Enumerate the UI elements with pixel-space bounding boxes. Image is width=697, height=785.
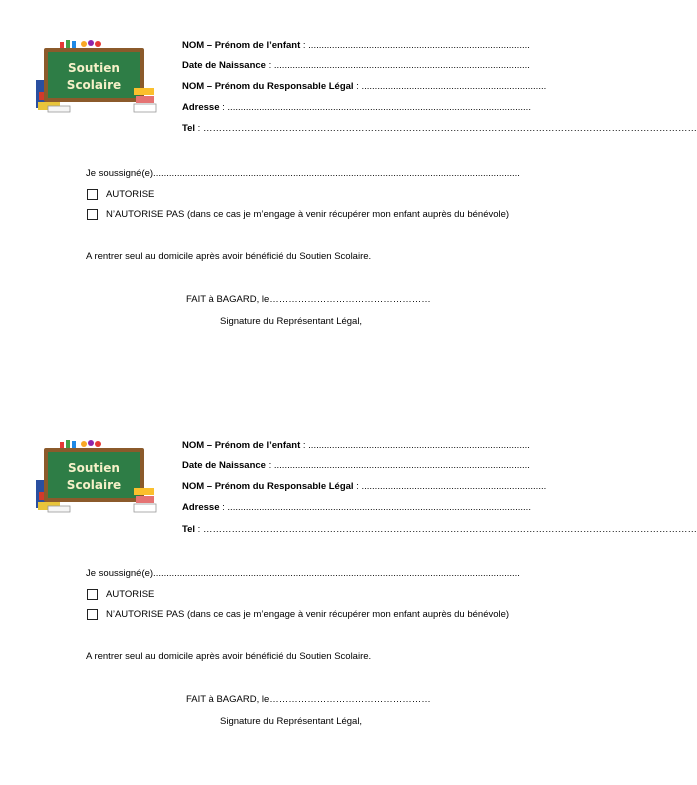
authorization-form-2 [0, 400, 697, 785]
field-phone[interactable]: Tel : ………………………………………………………………………………………………………………………………………… [182, 123, 697, 134]
checkbox-non-autorise[interactable] [87, 609, 98, 620]
option-autorise[interactable] [87, 589, 154, 600]
checkbox-autorise[interactable] [87, 189, 98, 200]
field-birth-date[interactable]: Date de Naissance : ................................................................................................. [182, 60, 530, 71]
field-birth-date[interactable]: Date de Naissance : ................................................................................................. [182, 460, 530, 471]
statement-text: A rentrer seul au domicile après avoir bénéficié du Soutien Scolaire. [86, 651, 372, 662]
logo-line1: Soutien [68, 461, 120, 475]
option-autorise[interactable] [87, 189, 154, 200]
fait-a-line[interactable]: FAIT à BAGARD, le…………………………………………… [186, 294, 431, 305]
field-phone[interactable]: Tel : ………………………………………………………………………………………………………………………………………… [182, 524, 697, 535]
statement-text: A rentrer seul au domicile après avoir bénéficié du Soutien Scolaire. [86, 251, 372, 262]
field-address[interactable]: Adresse : ................................................................................................................... [182, 502, 531, 513]
signature-label: Signature du Représentant Légal, [220, 716, 363, 727]
authorization-form-1 [0, 0, 697, 385]
field-address[interactable]: Adresse : ................................................................................................................... [182, 102, 531, 113]
soutien-scolaire-logo [34, 436, 160, 516]
field-guardian-name[interactable]: NOM – Prénom du Responsable Légal : ...................................................................... [182, 81, 547, 92]
option-non-autorise-label: N’AUTORISE PAS (dans ce cas je m’engage à venir récupérer mon enfant auprès du bénévole) [106, 609, 510, 620]
fait-a-line[interactable]: FAIT à BAGARD, le…………………………………………… [186, 694, 431, 705]
field-child-name[interactable]: NOM – Prénom de l’enfant : .................................................................................... [182, 40, 530, 51]
logo-line2: Scolaire [66, 78, 122, 92]
logo-line2: Scolaire [66, 478, 122, 492]
field-child-name[interactable]: NOM – Prénom de l’enfant : .................................................................................... [182, 440, 530, 451]
field-guardian-name[interactable]: NOM – Prénom du Responsable Légal : ...................................................................... [182, 481, 547, 492]
soussigne-line[interactable]: Je soussigné(e)........................................................................................................................................... [86, 568, 520, 579]
checkbox-non-autorise[interactable] [87, 209, 98, 220]
soussigne-line[interactable]: Je soussigné(e)........................................................................................................................................... [86, 168, 520, 179]
option-non-autorise-label: N’AUTORISE PAS (dans ce cas je m’engage à venir récupérer mon enfant auprès du bénévole) [106, 209, 510, 220]
soutien-scolaire-logo [34, 36, 160, 116]
checkbox-autorise[interactable] [87, 589, 98, 600]
option-autorise-label: AUTORISE [106, 589, 155, 600]
option-non-autorise[interactable] [87, 209, 509, 220]
option-autorise-label: AUTORISE [106, 189, 155, 200]
signature-label: Signature du Représentant Légal, [220, 316, 363, 327]
option-non-autorise[interactable] [87, 609, 509, 620]
logo-line1: Soutien [68, 61, 120, 75]
